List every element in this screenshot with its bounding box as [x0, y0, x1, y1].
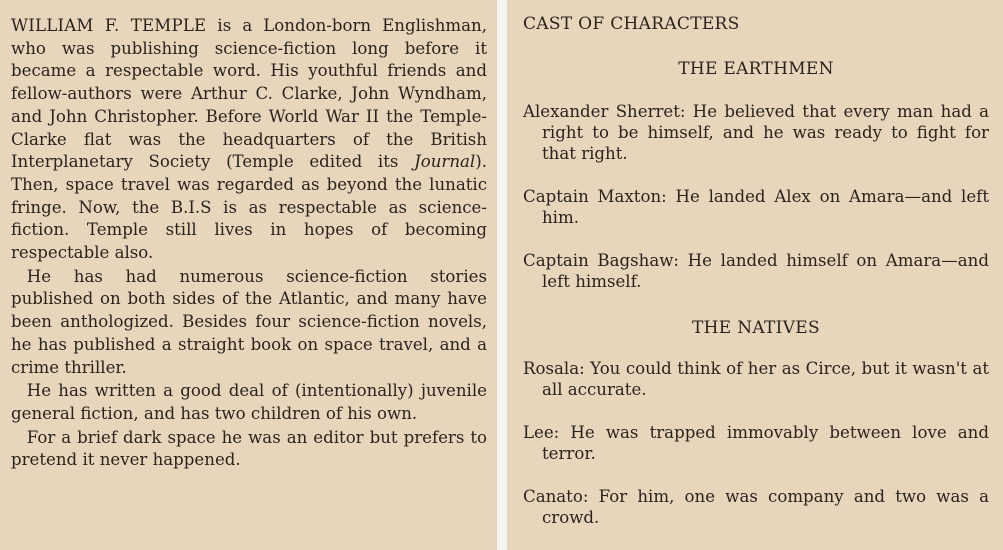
journal-title: Journal	[414, 152, 476, 172]
bio-paragraph-1	[11, 15, 487, 265]
character-entry: Alexander Sherret: He believed that every man had a right to be himself, and he was ready to fight for that right.	[523, 102, 989, 163]
author-biography	[11, 15, 487, 472]
cast-title: CAST OF CHARACTERS	[523, 14, 740, 34]
character-entry: Captain Maxton: He landed Alex on Amara—and left him.	[523, 187, 989, 227]
character-entry: Captain Bagshaw: He landed himself on Amara—and left himself.	[523, 251, 989, 291]
bio-paragraph-2: He has had numerous science-fiction stories published on both sides of the Atlantic, and many have been anthologized. Besides four science-fiction novels, he has published a straight book on space travel, and a crime thriller.	[11, 266, 487, 377]
author-name: WILLIAM F. TEMPLE	[11, 16, 207, 35]
bio-paragraph-1-text-a: is a London-born Englishman, who was publishing science-fiction long before it became a respectable word. His youthful friends and fellow-authors were Arthur C. Clarke, John Wyndham, and John Christopher. Before World War II the Temple-Clarke flat was the headquarters of the British Interplanetary Society (Temple edited its	[11, 16, 487, 172]
page-gutter	[497, 0, 507, 550]
bio-paragraph-1-text-b: ). Then, space travel was regarded as beyond the lunatic fringe. Now, the B.I.S is as respectable as science-fiction. Temple still lives in hopes of becoming respectable also.	[11, 152, 487, 263]
bio-paragraph-3: He has written a good deal of (intentionally) juvenile general fiction, and has two children of his own.	[11, 381, 487, 423]
bio-paragraph-4: For a brief dark space he was an editor but prefers to pretend it never happened.	[11, 427, 487, 470]
character-entry: Lee: He was trapped immovably between love and terror.	[523, 423, 989, 463]
earthmen-heading: THE EARTHMEN	[678, 59, 834, 79]
character-entry: Rosala: You could think of her as Circe, but it wasn't at all accurate.	[523, 359, 989, 399]
left-page-bio	[0, 0, 497, 550]
right-page-cast	[507, 0, 1003, 550]
character-entry: Canato: For him, one was company and two was a crowd.	[523, 487, 989, 527]
natives-heading: THE NATIVES	[692, 318, 820, 338]
